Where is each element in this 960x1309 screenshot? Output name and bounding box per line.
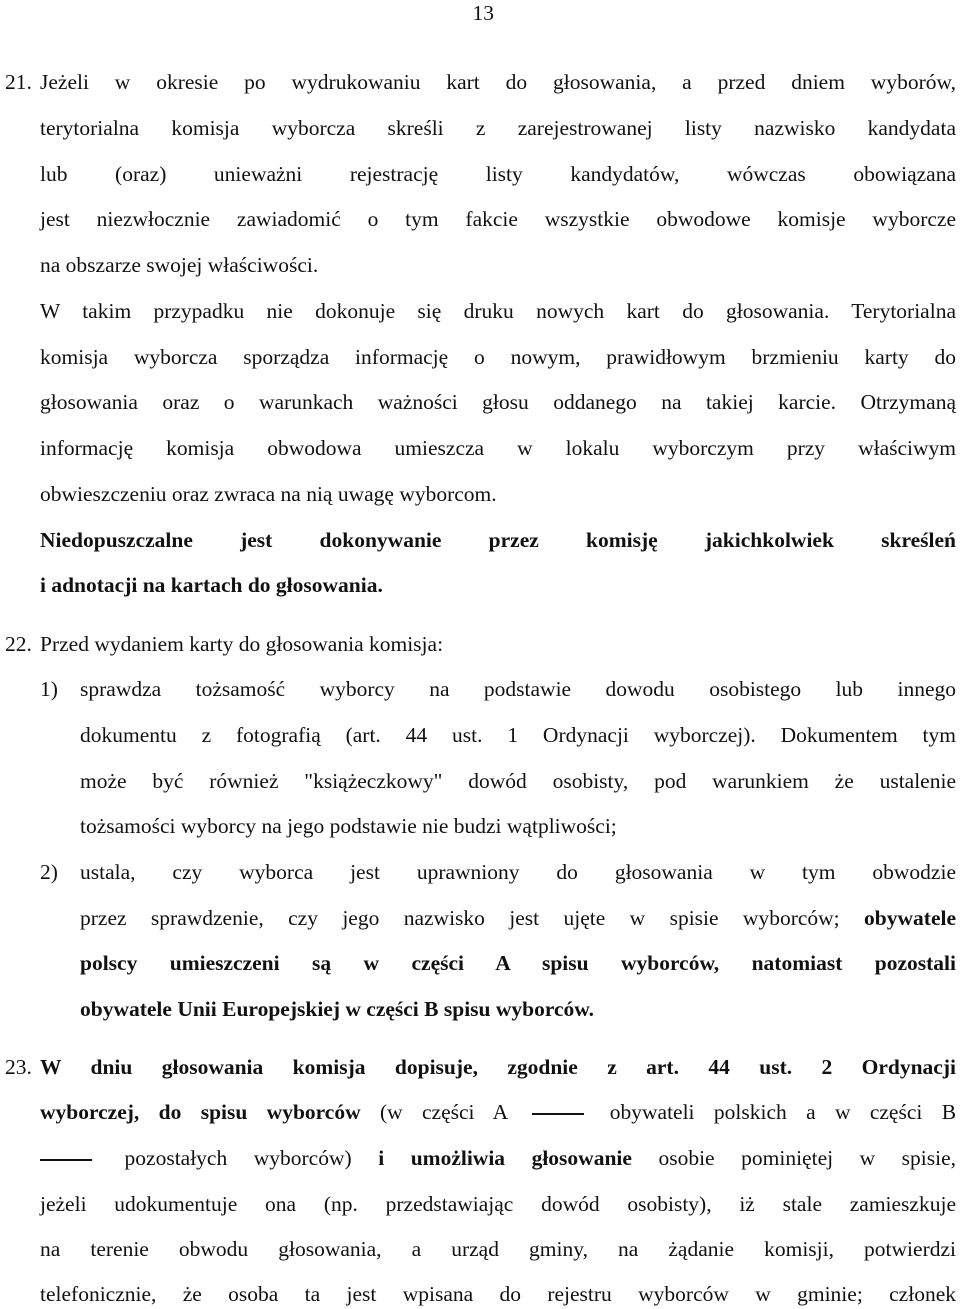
item-23-line-3-bold: i umożliwia głosowanie: [378, 1146, 632, 1170]
item-22-sub-1-line-1: sprawdza tożsamość wyborcy na podstawie dowodu osobistego lub innego: [80, 677, 956, 701]
item-22-sub-1-number: 1): [40, 677, 58, 701]
item-21-p2-line-2: komisja wyborcza sporządza informację o nowym, prawidłowym brzmieniu karty do: [40, 345, 956, 369]
item-22-sub-2-line-2-normal: przez sprawdzenie, czy jego nazwisko jest ujęte w spisie wyborców;: [80, 906, 840, 930]
item-21-p2-line-3: głosowania oraz o warunkach ważności głosu oddanego na takiej karcie. Otrzymaną: [40, 390, 956, 414]
item-22-number: 22.: [5, 632, 32, 656]
item-22-sub-1-line-3: może być również "książeczkowy" dowód osobisty, pod warunkiem że ustalenie: [80, 769, 956, 793]
item-21-bold-line-2: i adnotacji na kartach do głosowania.: [40, 573, 383, 597]
item-21-p2-line-4: informację komisja obwodowa umieszcza w lokalu wyborczym przy właściwym: [40, 436, 956, 460]
item-23-line-2-bold: wyborczej, do spisu wyborców: [40, 1100, 361, 1124]
item-21-line-4: jest niezwłocznie zawiadomić o tym fakcie wszystkie obwodowe komisje wyborcze: [40, 207, 956, 231]
item-22-sub-2-number: 2): [40, 860, 58, 884]
item-23-line-2: [40, 1097, 956, 1127]
item-23-line-3-normal-b: osobie pominiętej w spisie,: [658, 1146, 957, 1170]
item-23-line-5: na terenie obwodu głosowania, a urząd gminy, na żądanie komisji, potwierdzi: [40, 1237, 956, 1261]
item-21-line-3: lub (oraz) unieważni rejestrację listy kandydatów, wówczas obowiązana: [40, 162, 956, 186]
page-number: 13: [472, 1, 494, 25]
item-23-number: 23.: [5, 1055, 32, 1079]
item-22-sub-2-line-3: polscy umieszczeni są w części A spisu wyborców, natomiast pozostali: [80, 951, 956, 975]
item-22-intro: Przed wydaniem karty do głosowania komisja:: [40, 632, 444, 656]
item-21-p2-line-5: obwieszczeniu oraz zwraca na nią uwagę wyborcom.: [40, 482, 497, 506]
item-22-sub-2-line-2-bold: obywatele: [864, 906, 956, 930]
item-23-line-2-normal-a: (w części A: [379, 1100, 508, 1124]
item-21-line-5: na obszarze swojej właściwości.: [40, 253, 319, 277]
item-23-line-3-normal-a: pozostałych wyborców): [124, 1146, 352, 1170]
item-21-line-2: terytorialna komisja wyborcza skreśli z zarejestrowanej listy nazwisko kandydata: [40, 116, 956, 140]
item-23-line-1: W dniu głosowania komisja dopisuje, zgodnie z art. 44 ust. 2 Ordynacji: [40, 1055, 956, 1079]
item-23-line-2-normal-b: obywateli polskich a w części B: [609, 1100, 957, 1124]
item-21-line-1: Jeżeli w okresie po wydrukowaniu kart do głosowania, a przed dniem wyborów,: [40, 70, 956, 94]
em-dash: [532, 1113, 584, 1115]
item-21-bold-line-1: Niedopuszczalne jest dokonywanie przez komisję jakichkolwiek skreśleń: [40, 528, 956, 552]
item-22-sub-1-line-4: tożsamości wyborcy na jego podstawie nie budzi wątpliwości;: [80, 814, 617, 838]
item-22-sub-1-line-2: dokumentu z fotografią (art. 44 ust. 1 Ordynacji wyborczej). Dokumentem tym: [80, 723, 956, 747]
item-21-p2-line-1: W takim przypadku nie dokonuje się druku nowych kart do głosowania. Terytorialna: [40, 299, 956, 323]
item-23-line-3: [40, 1143, 956, 1173]
item-23-line-6: telefonicznie, że osoba ta jest wpisana do rejestru wyborców w gminie; członek: [40, 1282, 956, 1306]
em-dash: [40, 1159, 92, 1161]
item-21-number: 21.: [5, 70, 32, 94]
item-23-line-4: jeżeli udokumentuje ona (np. przedstawiając dowód osobisty), iż stale zamieszkuje: [40, 1192, 956, 1216]
item-22-sub-2-line-2: [80, 903, 956, 933]
item-22-sub-2-line-1: ustala, czy wyborca jest uprawniony do głosowania w tym obwodzie: [80, 860, 956, 884]
item-22-sub-2-line-4: obywatele Unii Europejskiej w części B spisu wyborców.: [80, 997, 595, 1021]
